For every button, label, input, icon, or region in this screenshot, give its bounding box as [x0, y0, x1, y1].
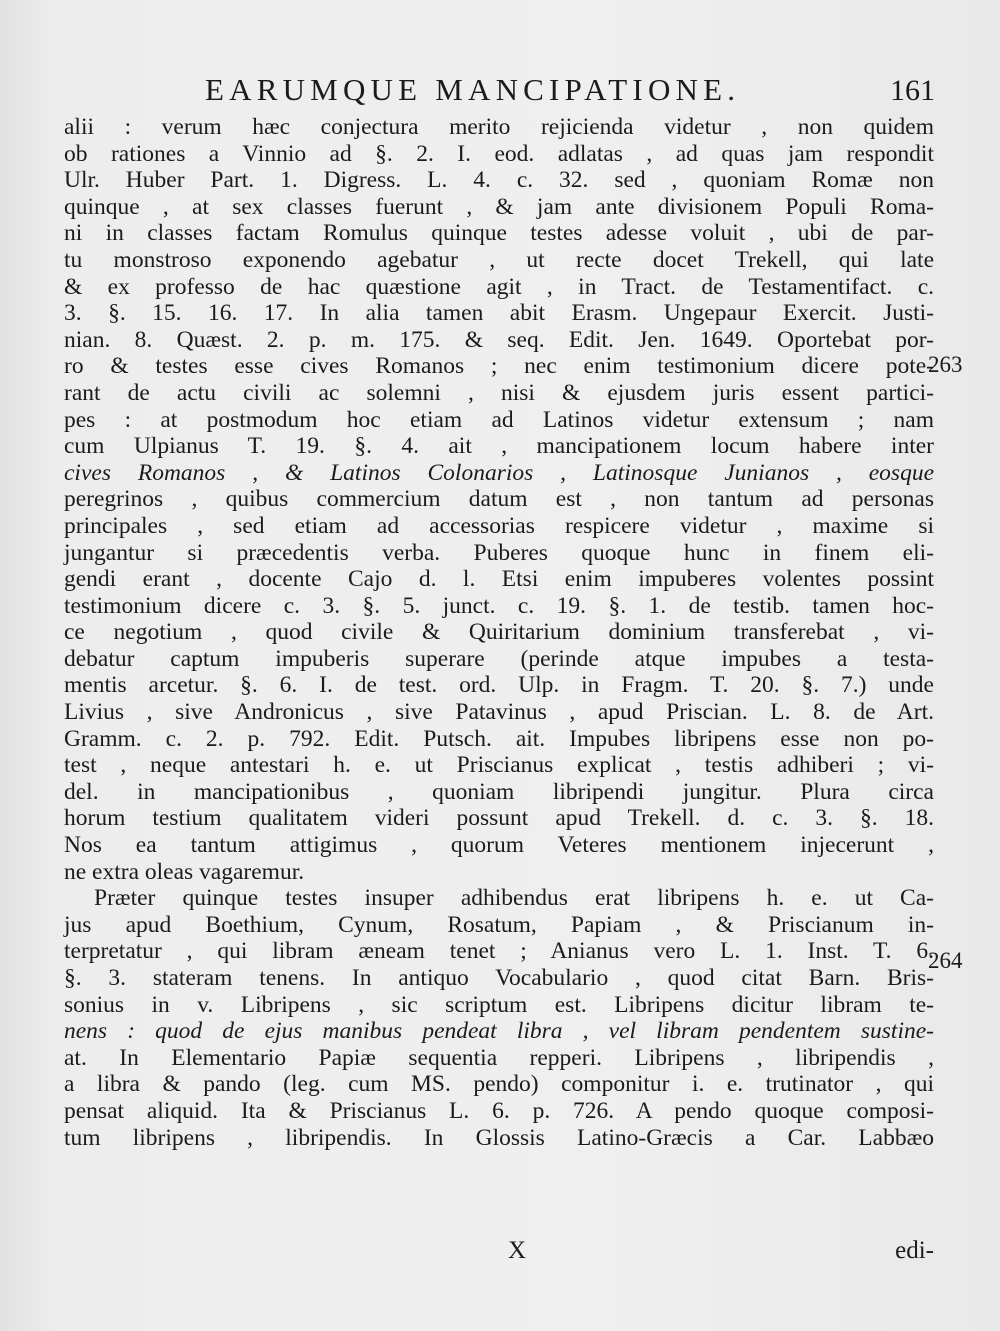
- text-line: ni in classes factam Romulus quinque testes adesse voluit , ubi de par-: [64, 220, 934, 247]
- text-line: ob rationes a Vinnio ad §. 2. I. eod. adlatas , ad quas jam respondit: [64, 140, 934, 167]
- text-line: peregrinos , quibus commercium datum est , non tantum ad personas: [64, 486, 934, 513]
- text-line: cives Romanos , & Latinos Colonarios , Latinosque Junianos , eosque: [64, 459, 934, 486]
- text-line: rant de actu civili ac solemni , nisi & ejusdem juris essent partici-: [64, 379, 934, 406]
- text-line: testimonium dicere c. 3. §. 5. junct. c. 19. §. 1. de testib. tamen hoc-: [64, 592, 934, 619]
- text-line: del. in mancipationibus , quoniam libripendi jungitur. Plura circa: [64, 778, 934, 805]
- text-line: jungantur si præcedentis verba. Puberes quoque hunc in finem eli-: [64, 539, 934, 566]
- text-line: pensat aliquid. Ita & Priscianus L. 6. p. 726. A pendo quoque composi-: [64, 1097, 934, 1124]
- text-line: a libra & pando (leg. cum MS. pendo) componitur i. e. trutinator , qui: [64, 1071, 934, 1098]
- text-line: pes : at postmodum hoc etiam ad Latinos videtur extensum ; nam: [64, 406, 934, 433]
- text-line: tu monstroso exponendo agebatur , ut recte docet Trekell, qui late: [64, 246, 934, 273]
- text-line: ne extra oleas vagaremur.: [64, 858, 305, 885]
- text-line: horum testium qualitatem videri possunt apud Trekell. d. c. 3. §. 18.: [64, 805, 934, 832]
- text-line: §. 3. stateram tenens. In antiquo Vocabulario , quod citat Barn. Bris-: [64, 965, 934, 991]
- text-line: Præter quinque testes insuper adhibendus erat libripens h. e. ut Ca-: [94, 885, 934, 912]
- running-head: [205, 72, 935, 112]
- text-line: Ulr. Huber Part. 1. Digress. L. 4. c. 32. sed , quoniam Romæ non: [64, 167, 934, 194]
- signature-mark: X: [508, 1237, 527, 1264]
- text-line: ro & testes esse cives Romanos ; nec enim testimonium dicere pote-: [64, 353, 934, 380]
- text-line: nian. 8. Quæst. 2. p. m. 175. & seq. Edit. Jen. 1649. Oportebat por-: [64, 326, 934, 353]
- text-line: terpretatur , qui libram æneam tenet ; Anianus vero L. 1. Inst. T. 6.: [64, 938, 934, 965]
- text-line: nens : quod de ejus manibus pendeat libra , vel libram pendentem sustine-: [64, 1018, 934, 1045]
- text-line: cum Ulpianus T. 19. §. 4. ait , mancipationem locum habere inter: [64, 433, 934, 460]
- text-line: tum libripens , libripendis. In Glossis Latino-Græcis a Car. Labbæo: [64, 1124, 934, 1151]
- catchword: edi-: [895, 1237, 934, 1264]
- text-line: Gramm. c. 2. p. 792. Edit. Putsch. ait. Impubes libripens esse non po-: [64, 725, 934, 752]
- body-text: [64, 114, 934, 1151]
- text-line: & ex professo de hac quæstione agit , in Tract. de Testamentifact. c.: [64, 273, 934, 300]
- text-line: Livius , sive Andronicus , sive Patavinus , apud Priscian. L. 8. de Art.: [64, 699, 934, 726]
- text-line: debatur captum impuberis superare (perinde atque impubes a testa-: [64, 645, 934, 672]
- text-line: principales , sed etiam ad accessorias respicere videtur , maxime si: [64, 512, 934, 539]
- text-line: ce negotium , quod civile & Quiritarium dominium transferebat , vi-: [64, 619, 934, 646]
- running-title: EARUMQUE MANCIPATIONE.: [205, 72, 741, 107]
- text-line: Nos ea tantum attigimus , quorum Veteres mentionem injecerunt ,: [64, 832, 934, 859]
- text-line: gendi erant , docente Cajo d. l. Etsi enim impuberes volentes possint: [64, 566, 934, 593]
- text-line: alii : verum hæc conjectura merito rejicienda videtur , non quidem: [64, 114, 934, 140]
- page-number: 161: [890, 74, 935, 107]
- text-line: at. In Elementario Papiæ sequentia repperi. Libripens , libripendis ,: [64, 1044, 934, 1071]
- text-line: quinque , at sex classes fuerunt , & jam ante divisionem Populi Roma-: [64, 193, 934, 220]
- text-line: test , neque antestari h. e. ut Priscianus explicat , testis adhiberi ; vi-: [64, 752, 934, 779]
- text-line: jus apud Boethium, Cynum, Rosatum, Papiam , & Priscianum in-: [64, 911, 934, 938]
- margin-number: 264: [928, 948, 963, 973]
- margin-number: 263: [928, 352, 963, 377]
- text-line: mentis arcetur. §. 6. I. de test. ord. Ulp. in Fragm. T. 20. §. 7.) unde: [64, 672, 934, 699]
- text-line: 3. §. 15. 16. 17. In alia tamen abit Erasm. Ungepaur Exercit. Justi-: [64, 300, 934, 327]
- text-line: sonius in v. Libripens , sic scriptum est. Libripens dicitur libram te-: [64, 991, 934, 1018]
